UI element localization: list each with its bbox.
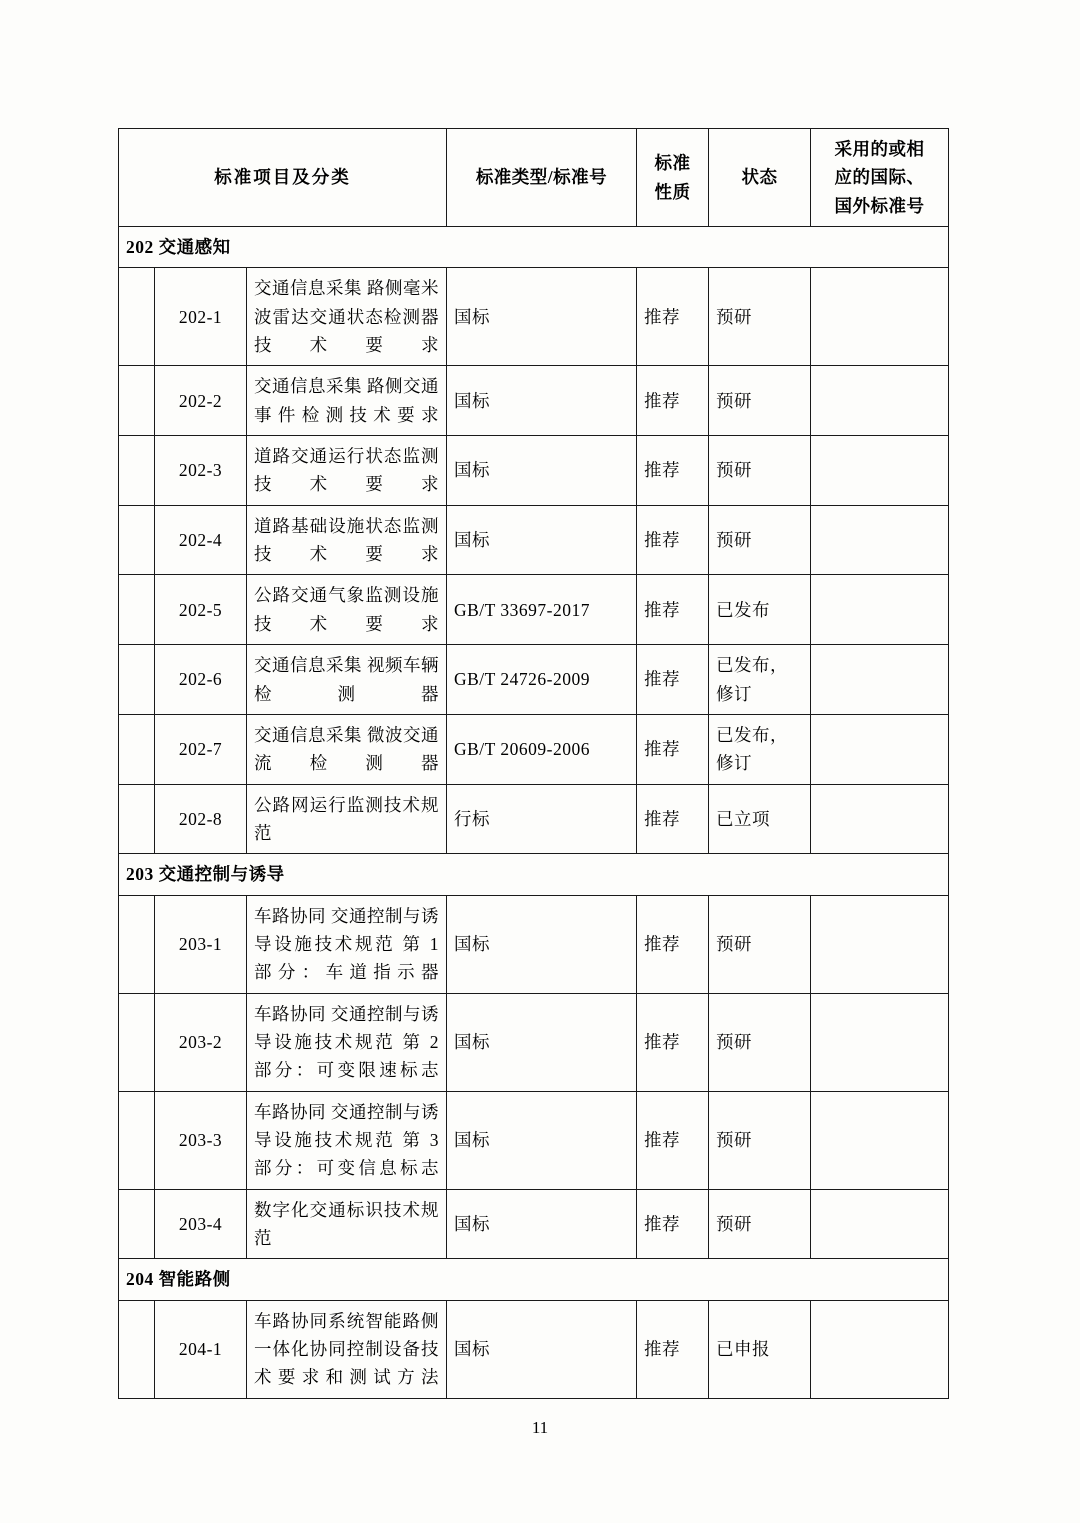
table-row <box>119 575 949 645</box>
standards-table-container <box>118 128 948 1399</box>
row-type: 国标 <box>447 1300 637 1398</box>
row-name: 公路交通气象监测设施技术要求 <box>247 575 447 645</box>
table-row <box>119 436 949 506</box>
header-intl-line1: 采用的或相 <box>834 139 925 159</box>
row-id: 203-4 <box>155 1189 247 1259</box>
row-intl <box>811 366 949 436</box>
table-row <box>119 366 949 436</box>
row-intl <box>811 436 949 506</box>
row-nature: 推荐 <box>637 436 709 506</box>
row-spacer <box>119 1300 155 1398</box>
table-row <box>119 993 949 1091</box>
row-name: 车路协同系统智能路侧一体化协同控制设备技术要求和测试方法 <box>247 1300 447 1398</box>
row-status: 预研 <box>709 366 811 436</box>
table-row <box>119 1189 949 1259</box>
section-title: 202 交通感知 <box>119 227 949 268</box>
row-nature: 推荐 <box>637 895 709 993</box>
row-type: 国标 <box>447 1091 637 1189</box>
row-status: 已立项 <box>709 784 811 854</box>
row-spacer <box>119 575 155 645</box>
section-row <box>119 227 949 268</box>
row-type: 国标 <box>447 993 637 1091</box>
row-id: 202-7 <box>155 714 247 784</box>
table-row <box>119 1300 949 1398</box>
row-status: 预研 <box>709 436 811 506</box>
row-id: 203-3 <box>155 1091 247 1189</box>
row-name: 道路交通运行状态监测技术要求 <box>247 436 447 506</box>
row-status: 预研 <box>709 1091 811 1189</box>
row-spacer <box>119 645 155 715</box>
header-nature-line2: 性质 <box>654 181 691 202</box>
row-name: 交通信息采集 微波交通流检测器 <box>247 714 447 784</box>
row-status: 预研 <box>709 268 811 366</box>
table-row <box>119 784 949 854</box>
header-intl-line3: 国外标准号 <box>834 195 925 216</box>
row-intl <box>811 505 949 575</box>
row-intl <box>811 895 949 993</box>
row-id: 203-1 <box>155 895 247 993</box>
section-title: 203 交通控制与诱导 <box>119 854 949 895</box>
row-name: 公路网运行监测技术规范 <box>247 784 447 854</box>
header-project <box>119 129 447 227</box>
table-body <box>119 129 949 1399</box>
row-status: 预研 <box>709 993 811 1091</box>
header-project-label: 标准项目及分类 <box>214 167 351 188</box>
row-type: GB/T 33697-2017 <box>447 575 637 645</box>
row-nature: 推荐 <box>637 505 709 575</box>
row-id: 202-5 <box>155 575 247 645</box>
table-header-row <box>119 129 949 227</box>
row-spacer <box>119 268 155 366</box>
row-type: 国标 <box>447 505 637 575</box>
row-status: 已发布，修订 <box>709 645 811 715</box>
row-spacer <box>119 366 155 436</box>
row-name: 车路协同 交通控制与诱导设施技术规范 第 1 部分：车道指示器 <box>247 895 447 993</box>
row-intl <box>811 1300 949 1398</box>
row-nature: 推荐 <box>637 1091 709 1189</box>
row-type: 国标 <box>447 895 637 993</box>
row-nature: 推荐 <box>637 575 709 645</box>
row-id: 202-8 <box>155 784 247 854</box>
row-nature: 推荐 <box>637 993 709 1091</box>
row-status: 预研 <box>709 1189 811 1259</box>
row-id: 203-2 <box>155 993 247 1091</box>
row-name: 车路协同 交通控制与诱导设施技术规范 第 2 部分：可变限速标志 <box>247 993 447 1091</box>
row-id: 202-1 <box>155 268 247 366</box>
row-type: 国标 <box>447 268 637 366</box>
row-status: 已发布 <box>709 575 811 645</box>
row-status: 预研 <box>709 505 811 575</box>
row-spacer <box>119 436 155 506</box>
row-id: 202-2 <box>155 366 247 436</box>
row-id: 202-6 <box>155 645 247 715</box>
header-intl-line2: 应的国际、 <box>834 167 925 188</box>
row-spacer <box>119 1189 155 1259</box>
table-row <box>119 714 949 784</box>
row-status: 预研 <box>709 895 811 993</box>
row-name: 交通信息采集 路侧毫米波雷达交通状态检测器技术要求 <box>247 268 447 366</box>
row-spacer <box>119 505 155 575</box>
row-type: 国标 <box>447 1189 637 1259</box>
row-type: GB/T 20609-2006 <box>447 714 637 784</box>
row-status: 已申报 <box>709 1300 811 1398</box>
row-intl <box>811 575 949 645</box>
row-intl <box>811 784 949 854</box>
row-spacer <box>119 895 155 993</box>
row-intl <box>811 268 949 366</box>
table-row <box>119 268 949 366</box>
standards-table <box>118 128 949 1399</box>
row-nature: 推荐 <box>637 366 709 436</box>
row-nature: 推荐 <box>637 714 709 784</box>
section-row <box>119 1259 949 1300</box>
row-intl <box>811 1091 949 1189</box>
header-nature-line1: 标准 <box>654 153 691 174</box>
row-id: 202-4 <box>155 505 247 575</box>
row-name: 交通信息采集 路侧交通事件检测技术要求 <box>247 366 447 436</box>
row-nature: 推荐 <box>637 784 709 854</box>
row-id: 204-1 <box>155 1300 247 1398</box>
row-status: 已发布，修订 <box>709 714 811 784</box>
row-name: 交通信息采集 视频车辆检测器 <box>247 645 447 715</box>
section-row <box>119 854 949 895</box>
row-spacer <box>119 993 155 1091</box>
row-nature: 推荐 <box>637 645 709 715</box>
table-row <box>119 895 949 993</box>
row-intl <box>811 993 949 1091</box>
row-type: 国标 <box>447 366 637 436</box>
row-intl <box>811 645 949 715</box>
row-intl <box>811 714 949 784</box>
table-row <box>119 645 949 715</box>
page-number: 11 <box>531 1418 549 1437</box>
row-name: 道路基础设施状态监测技术要求 <box>247 505 447 575</box>
row-nature: 推荐 <box>637 1300 709 1398</box>
row-spacer <box>119 714 155 784</box>
row-nature: 推荐 <box>637 268 709 366</box>
header-intl <box>811 129 949 227</box>
header-type-no: 标准类型/标准号 <box>447 129 637 227</box>
row-type: 国标 <box>447 436 637 506</box>
row-id: 202-3 <box>155 436 247 506</box>
row-spacer <box>119 1091 155 1189</box>
header-nature <box>637 129 709 227</box>
row-name: 数字化交通标识技术规范 <box>247 1189 447 1259</box>
section-title: 204 智能路侧 <box>119 1259 949 1300</box>
header-status: 状态 <box>709 129 811 227</box>
row-intl <box>811 1189 949 1259</box>
table-row <box>119 1091 949 1189</box>
row-name: 车路协同 交通控制与诱导设施技术规范 第 3 部分：可变信息标志 <box>247 1091 447 1189</box>
table-row <box>119 505 949 575</box>
row-type: 行标 <box>447 784 637 854</box>
row-nature: 推荐 <box>637 1189 709 1259</box>
row-type: GB/T 24726-2009 <box>447 645 637 715</box>
row-spacer <box>119 784 155 854</box>
